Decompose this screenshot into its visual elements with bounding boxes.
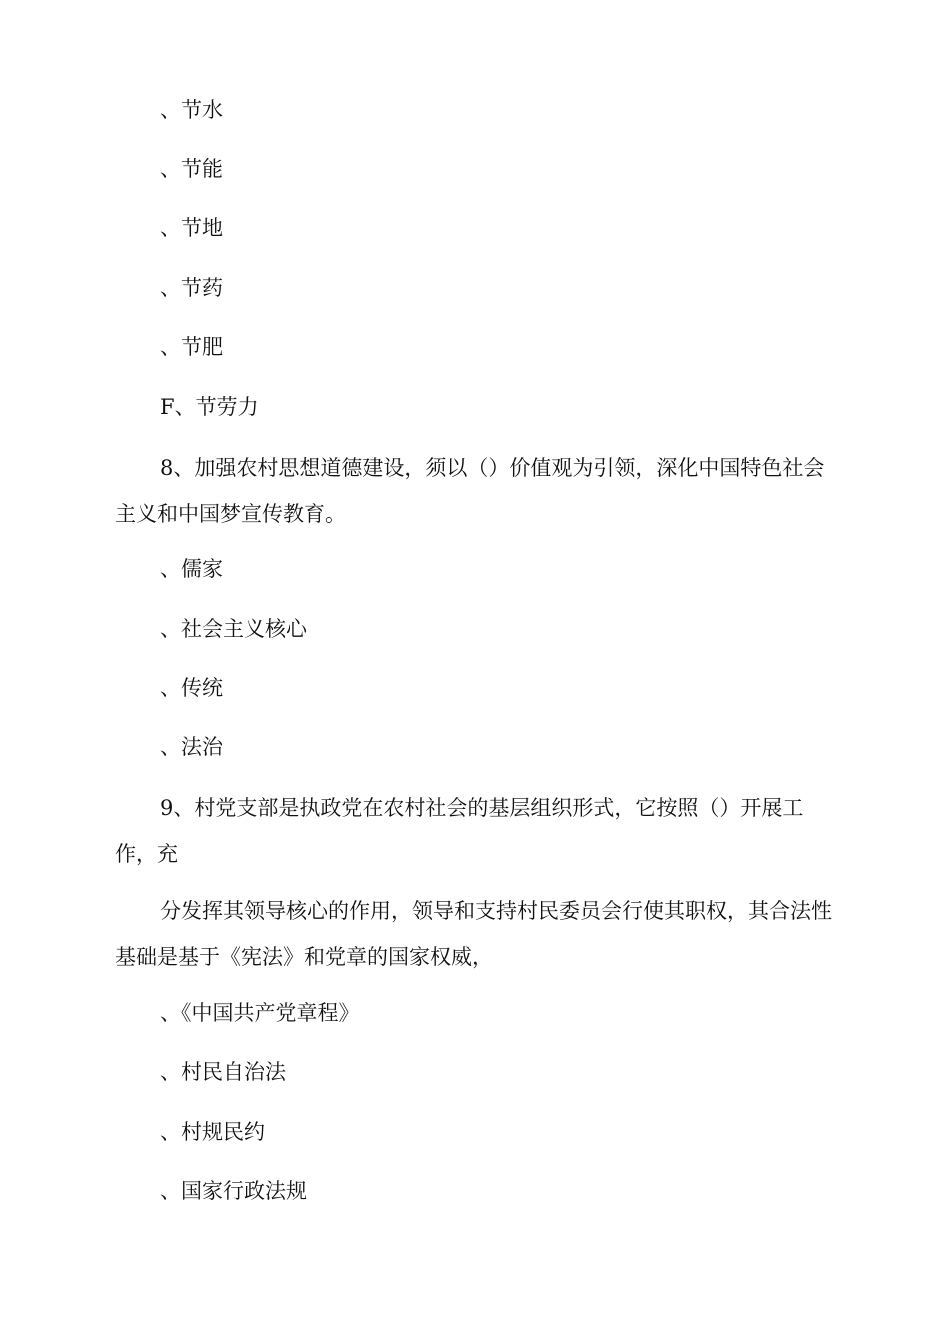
option-labor-saving: F、节劳力 xyxy=(160,395,259,419)
option-pesticide-saving: 、节药 xyxy=(160,276,223,300)
q8-option-socialist-core: 、社会主义核心 xyxy=(160,617,307,641)
q9-option-village-rules: 、村规民约 xyxy=(160,1120,265,1144)
question-8-text: 8、加强农村思想道德建设，须以（）价值观为引领，深化中国特色社会主义和中国梦宣传教育。 xyxy=(115,456,825,526)
q8-option-rule-of-law: 、法治 xyxy=(160,735,223,759)
option-land-saving: 、节地 xyxy=(160,216,223,240)
q8-option-traditional: 、传统 xyxy=(160,676,223,700)
q9-option-administrative-regulations: 、国家行政法规 xyxy=(160,1179,307,1203)
question-9-text-part1: 9、村党支部是执政党在农村社会的基层组织形式，它按照（）开展工作，充 xyxy=(115,796,804,866)
question-9-text-part2: 分发挥其领导核心的作用，领导和支持村民委员会行使其职权，其合法性基础是基于《宪法》和党章的国家权威， xyxy=(115,899,832,969)
q9-option-village-autonomy-law: 、村民自治法 xyxy=(160,1060,286,1084)
option-fertilizer-saving: 、节肥 xyxy=(160,335,223,359)
q8-option-confucian: 、儒家 xyxy=(160,557,223,581)
option-water-saving: 、节水 xyxy=(160,98,223,122)
option-energy-saving: 、节能 xyxy=(160,157,223,181)
q9-option-party-constitution: 、《中国共产党章程》 xyxy=(160,1001,360,1025)
